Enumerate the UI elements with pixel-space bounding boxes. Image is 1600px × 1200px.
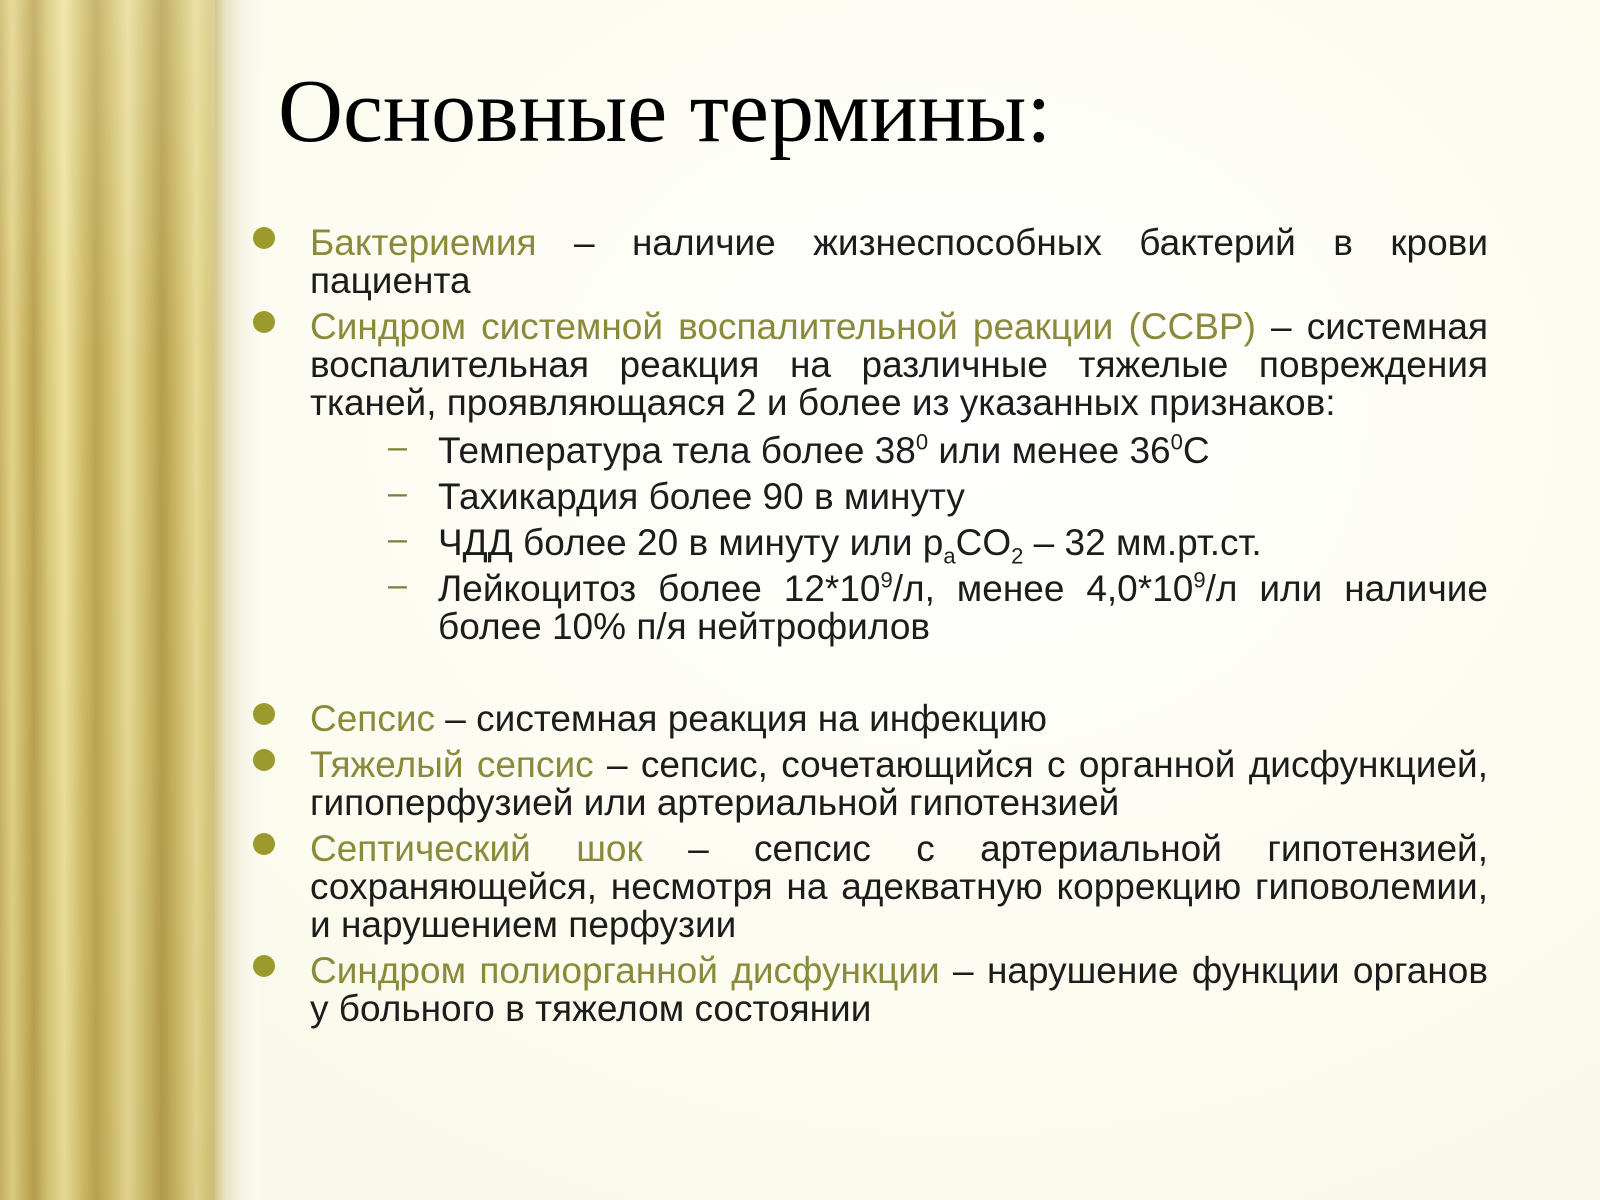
term-definition: – сепсис с артериальной гипотензией, сохраняющейся, несмотря на адекватную коррекцию гиповолемии, и нарушением перфузии <box>310 828 1488 945</box>
criterion-text: С <box>1182 430 1210 471</box>
dash-bullet-icon: – <box>388 474 407 512</box>
criterion-tachycardia <box>310 474 1488 517</box>
list-item-sepsis <box>250 700 1488 738</box>
bullet-dot-icon <box>253 311 275 333</box>
criterion-leukocytosis <box>310 566 1488 647</box>
criterion-text: ЧДД более 20 в минуту или p <box>438 522 944 563</box>
criterion-text: – 32 мм.рт.ст. <box>1023 522 1262 563</box>
term-label: Синдром системной воспалительной реакции (ССВР) <box>310 306 1256 347</box>
term-label: Сепсис <box>310 698 436 739</box>
term-definition: – нарушение функции органов у больного в тяжелом состоянии <box>310 950 1488 1029</box>
criterion-text: /л или наличие более 10% п/я нейтрофилов <box>438 568 1488 647</box>
slide-title: Основные термины: <box>278 62 1052 161</box>
terms-list <box>250 224 1488 1036</box>
term-definition: – системная воспалительная реакция на различные тяжелые повреждения тканей, проявляющаяся 2 и более из указанных признаков: <box>310 306 1488 423</box>
criterion-temperature <box>310 428 1488 471</box>
list-item-mods <box>250 952 1488 1028</box>
list-item-ssvr <box>250 308 1488 646</box>
bullet-dot-icon <box>253 955 275 977</box>
list-item-bacteremia <box>250 224 1488 300</box>
criterion-text: Тахикардия более 90 в минуту <box>438 476 965 517</box>
list-item-septic-shock <box>250 830 1488 944</box>
term-label: Септический шок <box>310 828 643 869</box>
subscript: a <box>943 543 956 569</box>
term-definition: – наличие жизнеспособных бактерий в крови пациента <box>310 222 1488 301</box>
superscript: 0 <box>915 429 929 455</box>
subscript: 2 <box>1011 543 1024 569</box>
criterion-text: Лейкоцитоз более 12*10 <box>438 568 881 609</box>
term-definition: – сепсис, сочетающийся с органной дисфункцией, гипоперфузией или артериальной гипотензией <box>310 744 1488 823</box>
bullet-dot-icon <box>253 703 275 725</box>
term-label: Тяжелый сепсис <box>310 744 594 785</box>
criterion-respiratory-rate <box>310 520 1488 569</box>
list-item-severe-sepsis <box>250 746 1488 822</box>
superscript: 9 <box>1193 567 1206 593</box>
dash-bullet-icon: – <box>388 428 407 466</box>
term-definition: – системная реакция на инфекцию <box>435 698 1047 739</box>
criterion-text: Температура тела более 38 <box>438 430 916 471</box>
criterion-text: CO <box>955 522 1012 563</box>
criterion-text: /л, менее 4,0*10 <box>892 568 1194 609</box>
criteria-list <box>310 428 1488 647</box>
dash-bullet-icon: – <box>388 520 407 558</box>
dash-bullet-icon: – <box>388 566 407 604</box>
term-label: Синдром полиорганной дисфункции <box>310 950 940 991</box>
curtain-shine <box>0 0 215 1200</box>
criterion-text: или менее 36 <box>928 430 1171 471</box>
superscript: 9 <box>880 567 893 593</box>
term-label: Бактериемия <box>310 222 537 263</box>
list-spacer <box>250 654 1488 700</box>
bullet-dot-icon <box>253 227 275 249</box>
bullet-dot-icon <box>253 749 275 771</box>
superscript: 0 <box>1170 429 1183 455</box>
bullet-dot-icon <box>253 833 275 855</box>
